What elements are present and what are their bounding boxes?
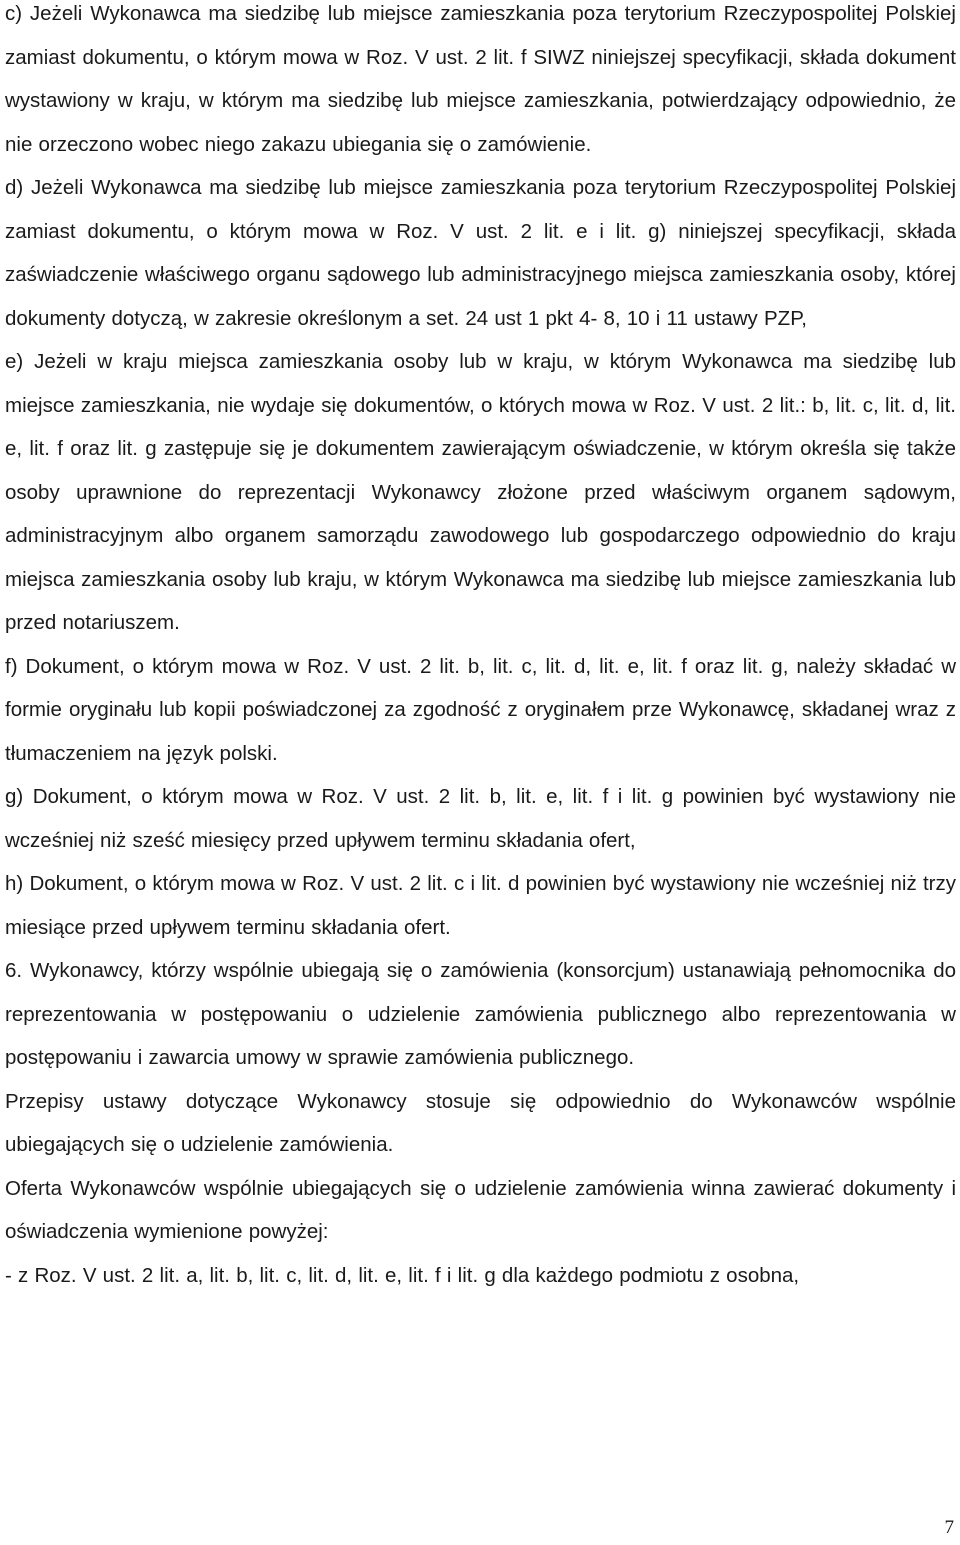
paragraph-list-item: - z Roz. V ust. 2 lit. a, lit. b, lit. c, lit. d, lit. e, lit. f i lit. g dla każdego podmiotu z osobna, (5, 1263, 800, 1287)
paragraph-g: g) Dokument, o którym mowa w Roz. V ust. 2 lit. b, lit. e, lit. f i lit. g powinien być wystawiony nie wcześniej niż sześć miesięcy przed upływem terminu składania ofert, (5, 785, 956, 852)
paragraph-provisions: Przepisy ustawy dotyczące Wykonawcy stosuje się odpowiednio do Wykonawców wspólnie ubiegających się o udzielenie zamówienia. (5, 1089, 956, 1156)
page-number: 7 (944, 1517, 954, 1538)
paragraph-f: f) Dokument, o którym mowa w Roz. V ust. 2 lit. b, lit. c, lit. d, lit. e, lit. f oraz lit. g, należy składać w formie oryginału lub kopii poświadczonej za zgodność z oryginałem prze Wykonawcę, składanej wraz z tłumaczeniem na język polski. (5, 654, 956, 765)
document-body (5, 0, 956, 1297)
paragraph-offer: Oferta Wykonawców wspólnie ubiegających się o udzielenie zamówienia winna zawierać dokumenty i oświadczenia wymienione powyżej: (5, 1176, 956, 1243)
paragraph-6-consortium: 6. Wykonawcy, którzy wspólnie ubiegają się o zamówienia (konsorcjum) ustanawiają pełnomocnika do reprezentowania w postępowaniu o udzielenie zamówienia publicznego albo reprezentowania w postępowaniu i zawarcia umowy w sprawie zamówienia publicznego. (5, 959, 956, 1069)
paragraph-c: c) Jeżeli Wykonawca ma siedzibę lub miejsce zamieszkania poza terytorium Rzeczypospolitej Polskiej zamiast dokumentu, o którym mowa w Roz. V ust. 2 lit. f SIWZ niniejszej specyfikacji, składa dokument wystawiony w kraju, w którym ma siedzibę lub miejsce zamieszkania, potwierdzający odpowiednio, że nie orzeczono wobec niego zakazu ubiegania się o zamówienie. (5, 2, 956, 156)
paragraph-d: d) Jeżeli Wykonawca ma siedzibę lub miejsce zamieszkania poza terytorium Rzeczypospolitej Polskiej zamiast dokumentu, o którym mowa w Roz. V ust. 2 lit. e i lit. g) niniejszej specyfikacji, składa zaświadczenie właściwego organu sądowego lub administracyjnego miejsca zamieszkania osoby, której dokumenty dotyczą, w zakresie określonym a set. 24 ust 1 pkt 4- 8, 10 i 11 ustawy PZP, (5, 176, 956, 330)
paragraph-e: e) Jeżeli w kraju miejsca zamieszkania osoby lub w kraju, w którym Wykonawca ma siedzibę lub miejsce zamieszkania, nie wydaje się dokumentów, o których mowa w Roz. V ust. 2 lit.: b, lit. c, lit. d, lit. e, lit. f oraz lit. g zastępuje się je dokumentem zawierającym oświadczenie, w którym określa się także osoby uprawnione do reprezentacji Wykonawcy złożone przed właściwym organem sądowym, administracyjnym albo organem samorządu zawodowego lub gospodarczego odpowiednio do kraju miejsca zamieszkania osoby lub kraju, w którym Wykonawca ma siedzibę lub miejsce zamieszkania lub przed notariuszem. (5, 350, 956, 634)
paragraph-h: h) Dokument, o którym mowa w Roz. V ust. 2 lit. c i lit. d powinien być wystawiony nie wcześniej niż trzy miesiące przed upływem terminu składania ofert. (5, 872, 956, 939)
